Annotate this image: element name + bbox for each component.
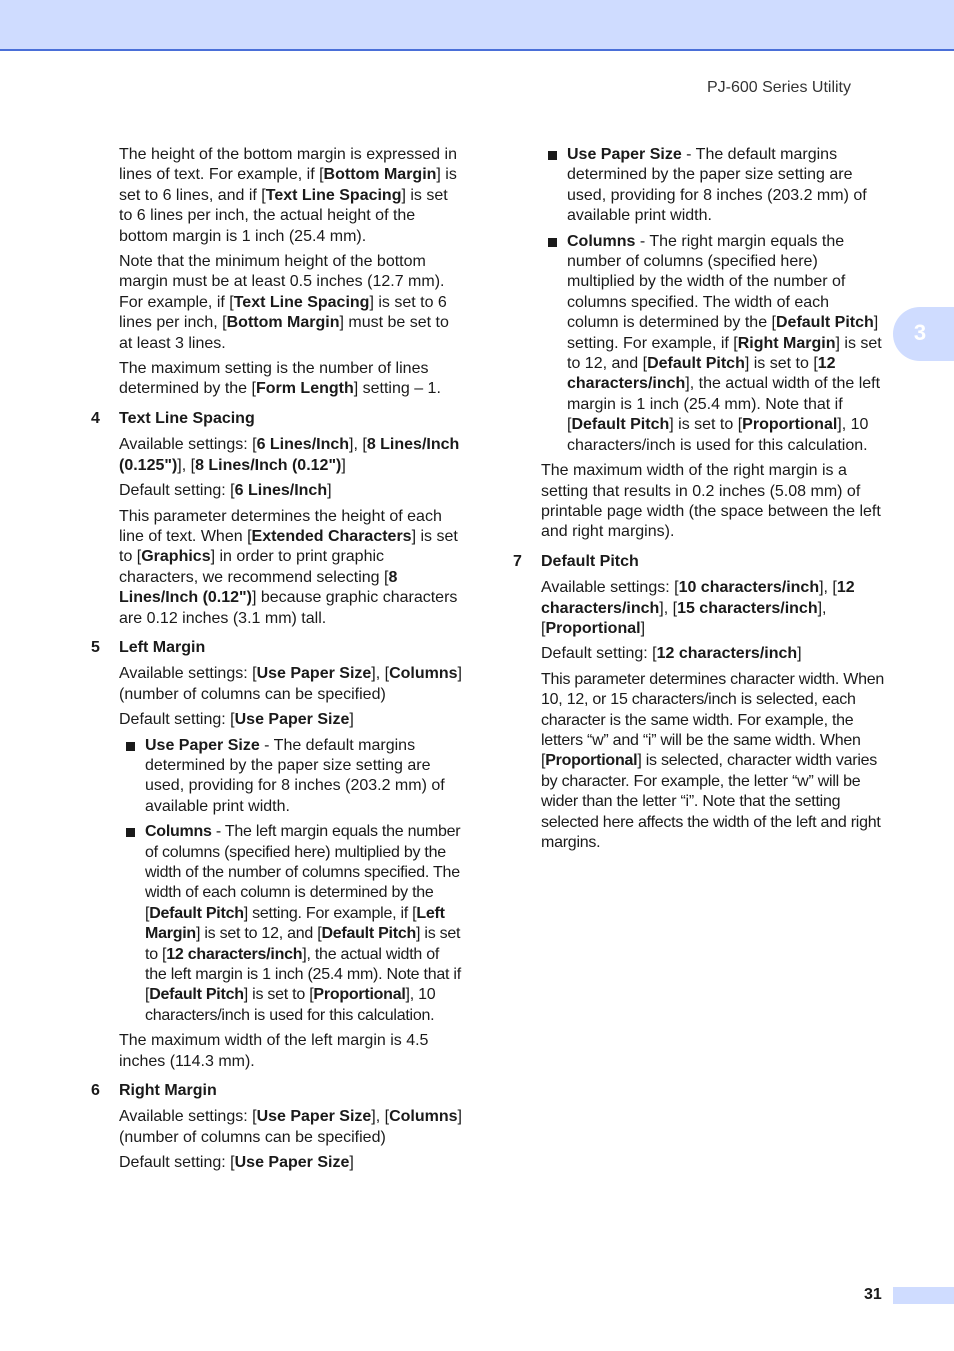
text-line-spacing-description: This parameter determines the height of each line of text. When [Extended Characters] is set to [Graphics] in order to print graphic characters, we recommend selecting [8 Lines/Inch (0.12")] because graphic characters are 0.12 inches (3.1 mm) tall. bbox=[119, 507, 458, 627]
square-bullet-icon bbox=[126, 742, 135, 751]
default-pitch-available: Available settings: [10 characters/inch], [12 characters/inch], [15 characters/inch], [Proportional] bbox=[541, 579, 855, 637]
text-line-spacing-default: Default setting: [6 Lines/Inch] bbox=[119, 482, 332, 500]
item-title: Default Pitch bbox=[541, 552, 639, 570]
left-margin-bullet-columns: Columns - The left margin equals the number of columns (specified here) multiplied by the width of the number of columns specified. The width of each column is determined by the [Default Pitch] setting. For example, if [Left Margin] is set to 12, and [Default Pitch] is set to [12 characters/inch], the actual width of the left margin is 1 inch (25.4 mm). Note that if [Default Pitch] is set to [Proportional], 10 characters/inch is used for this calculation. bbox=[145, 822, 463, 1026]
chapter-tab bbox=[893, 307, 954, 361]
right-margin-bullet-use-paper-size: Use Paper Size - The default margins determined by the paper size setting are used, providing for 8 inches (203.2 mm) of available print width. bbox=[567, 145, 885, 227]
left-margin-bullet-use-paper-size: Use Paper Size - The default margins determined by the paper size setting are used, providing for 8 inches (203.2 mm) of available print width. bbox=[145, 736, 463, 818]
right-margin-bullet-columns: Columns - The right margin equals the number of columns (specified here) multiplied by the width of the number of columns specified. The width of each column is determined by the [Default Pitch] setting. For example, if [Right Margin] is set to 12, and [Default Pitch] is set to [12 characters/inch], the actual width of the left margin is 1 inch (25.4 mm). Note that if [Default Pitch] is set to [Proportional], 10 characters/inch is used for this calculation. bbox=[567, 232, 885, 456]
right-margin-default: Default setting: [Use Paper Size] bbox=[119, 1154, 354, 1172]
item-title: Left Margin bbox=[119, 638, 206, 656]
item-title: Right Margin bbox=[119, 1082, 217, 1100]
item-number: 7 bbox=[513, 552, 522, 570]
default-pitch-default: Default setting: [12 characters/inch] bbox=[541, 645, 802, 663]
text-line-spacing-available: Available settings: [6 Lines/Inch], [8 Lines/Inch (0.125")], [8 Lines/Inch (0.12")] bbox=[119, 436, 460, 474]
bottom-margin-minimum-paragraph: Note that the minimum height of the bottom margin must be at least 0.5 inches (12.7 mm). For example, if [Text Line Spacing] is set to 6 lines per inch, [Bottom Margin] must be set to at least 3 lines. bbox=[119, 253, 449, 352]
item-title: Text Line Spacing bbox=[119, 409, 255, 427]
left-margin-maximum: The maximum width of the left margin is 4.5 inches (114.3 mm). bbox=[119, 1032, 429, 1070]
default-pitch-description: This parameter determines character width. When 10, 12, or 15 characters/inch is selected, each character is the same width. For example, the letters “w” and “i” will be the same width. When [Proportional] is selected, character width varies by character. For example, the letter “w” will be wider than the letter “i”. Note that the setting selected here affects the width of the left and right margins. bbox=[541, 670, 885, 851]
square-bullet-icon bbox=[548, 151, 557, 160]
page-number: 31 bbox=[864, 1286, 882, 1303]
top-header-band bbox=[0, 0, 954, 51]
item-number: 4 bbox=[91, 409, 100, 427]
item-default-pitch-heading bbox=[513, 552, 885, 572]
right-margin-available: Available settings: [Use Paper Size], [Columns] (number of columns can be specified) bbox=[119, 1108, 462, 1146]
square-bullet-icon bbox=[548, 238, 557, 247]
item-number: 5 bbox=[91, 638, 100, 656]
square-bullet-icon bbox=[126, 828, 135, 837]
bottom-margin-maximum-paragraph: The maximum setting is the number of lines determined by the [Form Length] setting – 1. bbox=[119, 360, 441, 398]
footer-tab bbox=[893, 1287, 954, 1304]
item-number: 6 bbox=[91, 1082, 100, 1100]
item-text-line-spacing-heading bbox=[91, 409, 463, 429]
left-margin-default: Default setting: [Use Paper Size] bbox=[119, 711, 354, 729]
right-margin-maximum: The maximum width of the right margin is a setting that results in 0.2 inches (5.08 mm) of printable page width (the space between the left and right margins). bbox=[541, 462, 881, 541]
left-margin-available: Available settings: [Use Paper Size], [Columns] (number of columns can be specified) bbox=[119, 665, 462, 703]
left-column bbox=[91, 145, 463, 1179]
chapter-number: 3 bbox=[913, 320, 927, 345]
bottom-margin-paragraph: The height of the bottom margin is expressed in lines of text. For example, if [Bottom Margin] is set to 6 lines, and if [Text Line Spacing] is set to 6 lines per inch, the actual height of the bottom margin is 1 inch (25.4 mm). bbox=[119, 146, 457, 245]
item-right-margin-heading bbox=[91, 1081, 463, 1101]
running-header-title: PJ-600 Series Utility bbox=[706, 79, 851, 96]
right-column bbox=[513, 145, 885, 858]
item-left-margin-heading bbox=[91, 638, 463, 658]
